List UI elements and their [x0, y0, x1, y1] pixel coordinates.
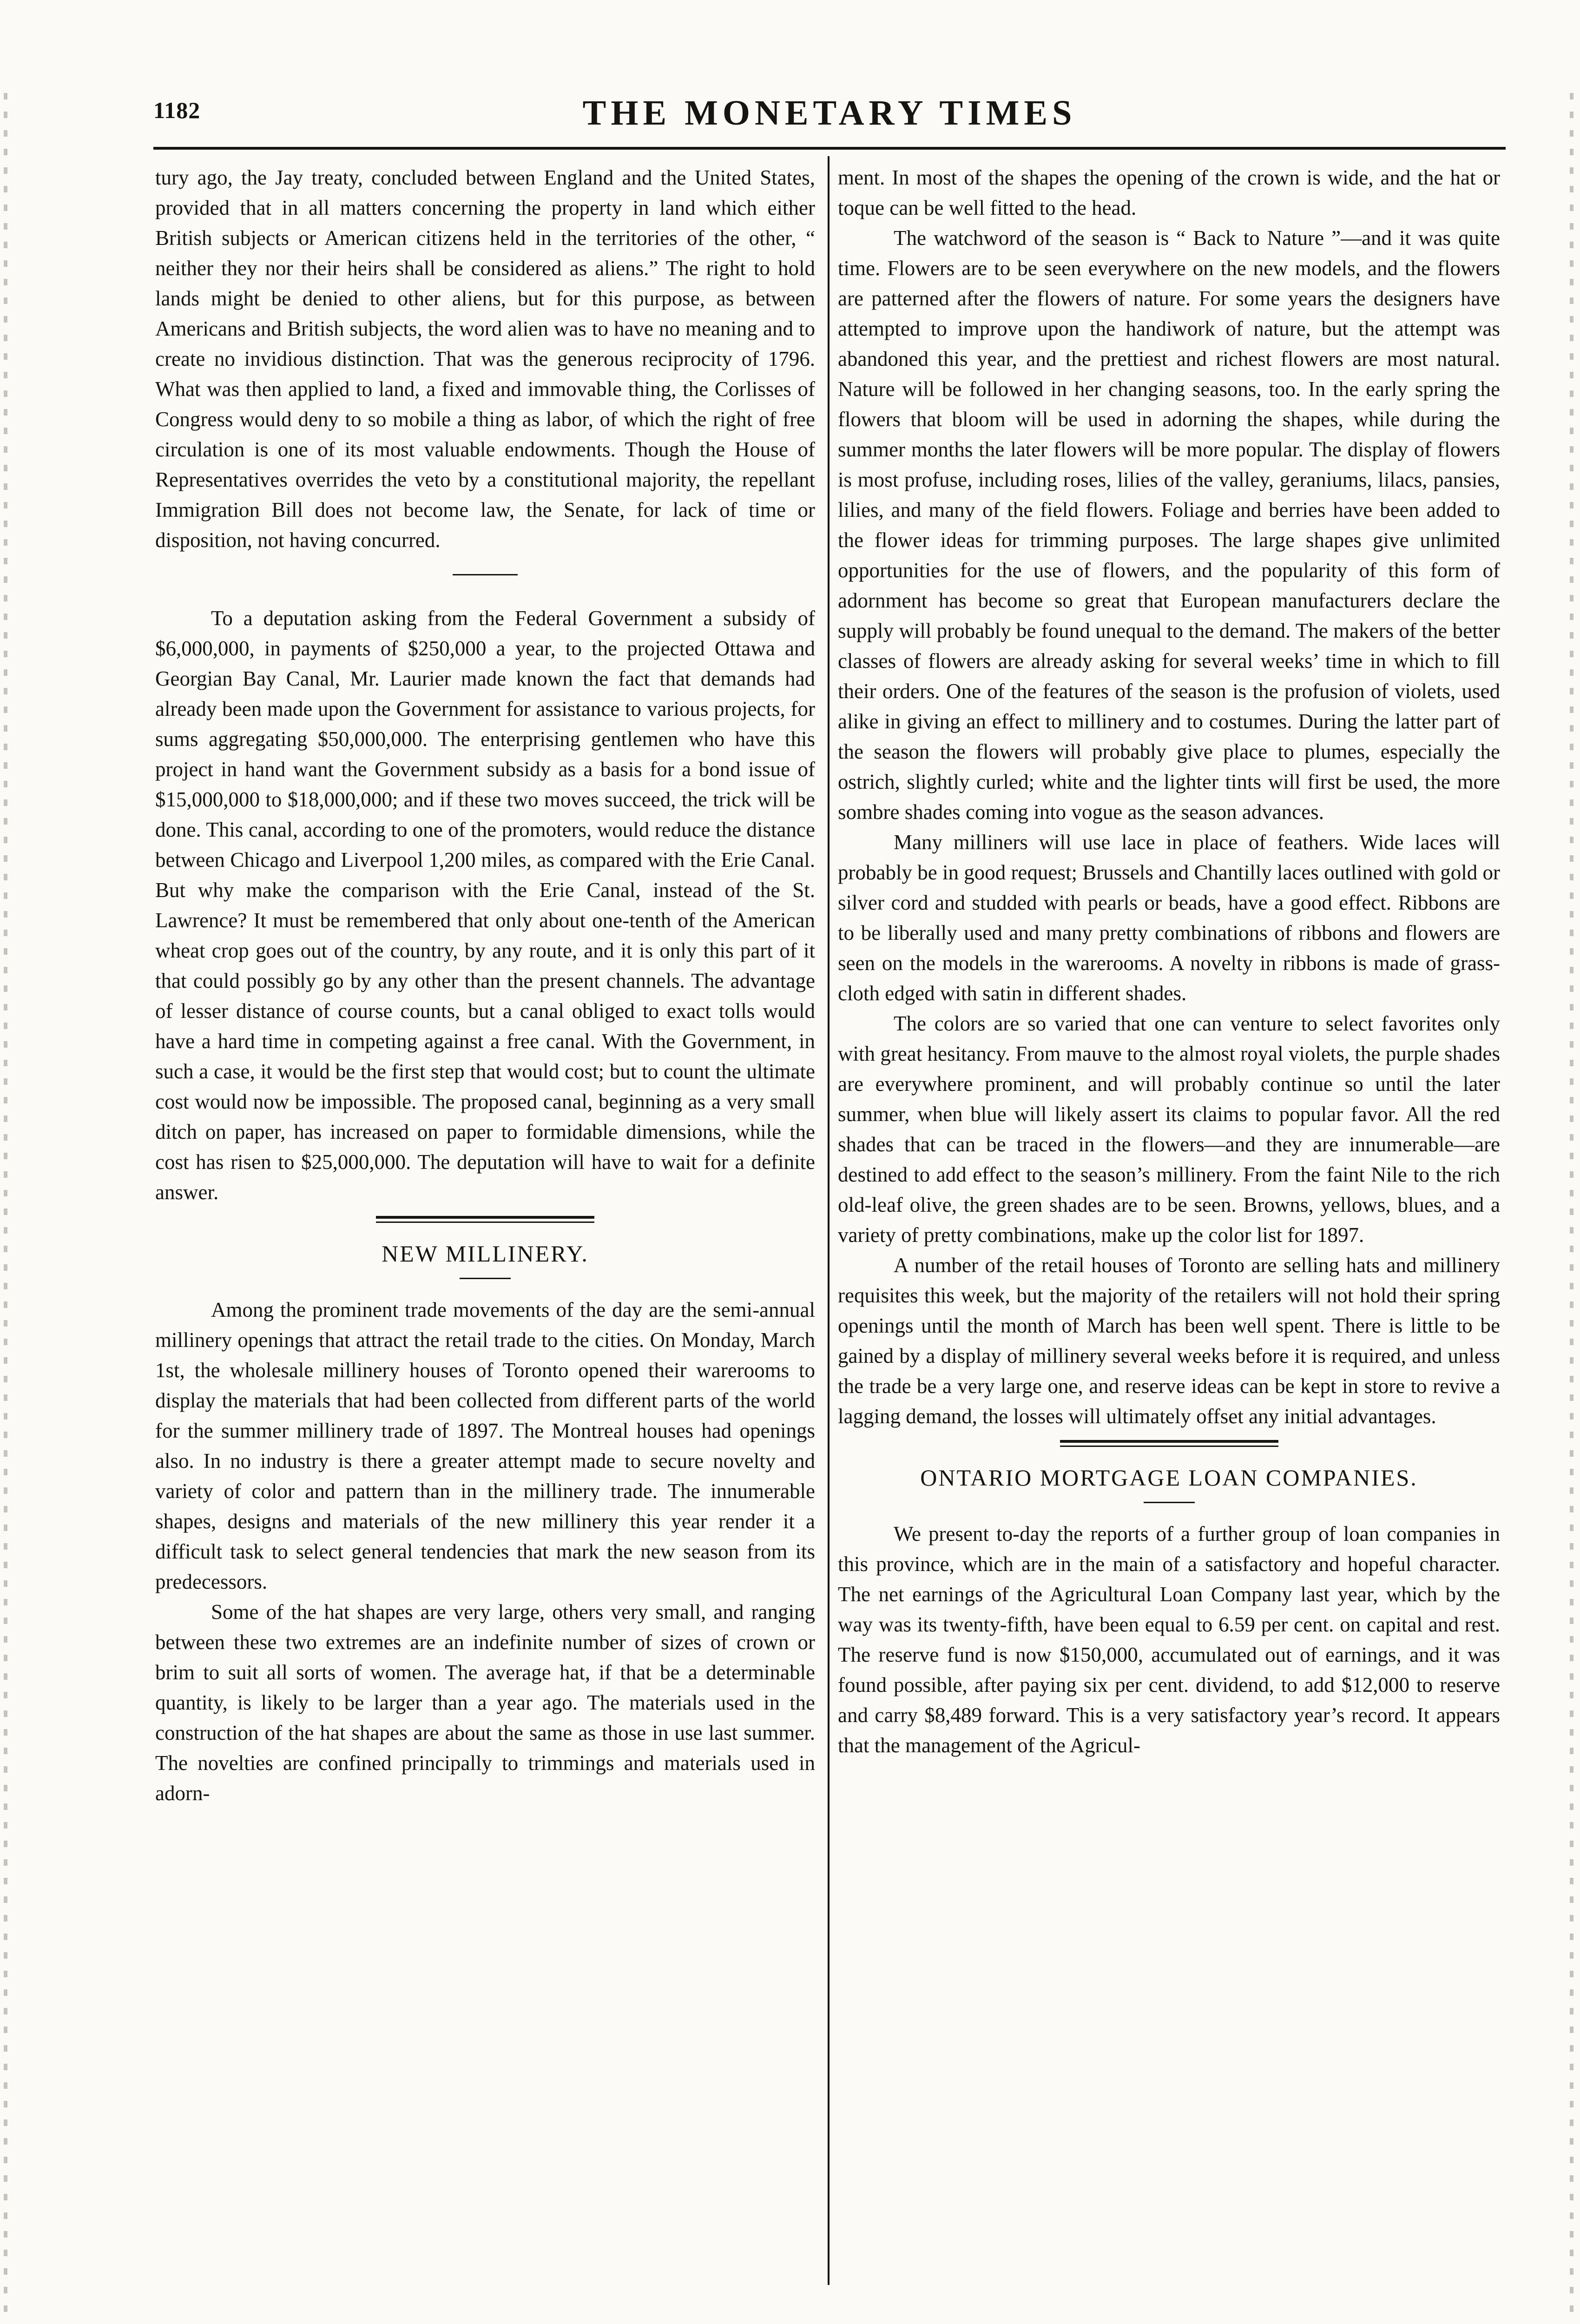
- article-paragraph: Many milliners will use lace in place of feathers. Wide laces will probably be in good request; Brussels and Chantilly laces outlined with gold or silver cord and studded with pearls or beads, have a good effect. Ribbons are to be liberally used and many pretty combinations of ribbons and flowers are seen on the models in the warerooms. A novelty in ribbons is made of grass-cloth edged with satin in different shades.: [838, 831, 1500, 1005]
- heading-underline: [1144, 1502, 1195, 1503]
- section-heading-new-millinery: NEW MILLINERY.: [382, 1241, 589, 1267]
- section-double-rule: [1060, 1440, 1278, 1447]
- article-paragraph: The watchword of the season is “ Back to Nature ”—and it was quite time. Flowers are to be seen everywhere on the new models, and the flowers are patterned after the flowers of nature. For some years the designers have attempted to improve upon the handiwork of nature, but the attempt was abandoned this year, and the prettiest and richest flowers are most natural. Nature will be followed in her changing seasons, too. In the early spring the flowers that bloom will be used in adorning the shapes, while during the summer months the later flowers will be more popular. The display of flowers is most profuse, including roses, lilies of the valley, geraniums, lilacs, pansies, lilies, and many of the field flowers. Foliage and berries have been added to the flower ideas for trimming purposes. The large shapes give unlimited opportunities for the use of flowers, and the popularity of this form of adornment has become so great that European manufacturers declare the supply will probably be found unequal to the demand. The makers of the better classes of flowers are already asking for several weeks’ time in which to fill their orders. One of the features of the season is the profusion of violets, used alike in giving an effect to millinery and to costumes. During the latter part of the season the flowers will probably give place to plumes, especially the ostrich, slightly curled; white and the lighter tints will first be used, the more sombre shades coming into vogue as the season advances.: [838, 226, 1500, 824]
- right-column: [838, 163, 1500, 1761]
- right-page-edge: [1570, 93, 1573, 2324]
- left-page-edge: [4, 93, 7, 2324]
- heading-underline: [460, 1278, 511, 1279]
- article-paragraph: The colors are so varied that one can venture to select favorites only with great hesitancy. From mauve to the almost royal violets, the purple shades are everywhere prominent, and will probably continue so until the later summer, when blue will likely assert its claims to popular favor. All the red shades that can be traced in the flowers—and they are innumerable—are destined to add effect to the season’s millinery. From the faint Nile to the rich old-leaf olive, the green shades are to be seen. Browns, yellows, blues, and a variety of pretty combinations, make up the color list for 1897.: [838, 1012, 1500, 1247]
- article-paragraph: ment. In most of the shapes the opening of the crown is wide, and the hat or toque can be well fitted to the head.: [838, 166, 1500, 219]
- article-paragraph: Some of the hat shapes are very large, others very small, and ranging between these two extremes are an indefinite number of sizes of crown or brim to suit all sorts of women. The average hat, if that be a determinable quantity, is likely to be larger than a year ago. The materials used in the construction of the hat shapes are about the same as those in use last summer. The novelties are confined principally to trimmings and materials used in adorn-: [155, 1600, 815, 1805]
- section-heading-ontario-mortgage: ONTARIO MORTGAGE LOAN COMPANIES.: [920, 1465, 1418, 1491]
- article-paragraph: tury ago, the Jay treaty, concluded between England and the United States, provided that in all matters concerning the property in land which either British subjects or American citizens held in the territories of the other, “ neither they nor their heirs shall be considered as aliens.” The right to hold lands might be denied to other aliens, but for this purpose, as between Americans and British subjects, the word alien was to have no meaning and to create no invidious distinction. That was the generous reciprocity of 1796. What was then applied to land, a fixed and immovable thing, the Corlisses of Congress would deny to so mobile a thing as labor, of which the right of free circulation is one of its most valuable endowments. Though the House of Representatives overrides the veto by a constitutional majority, the repellant Immigration Bill does not become law, the Senate, for lack of time or disposition, not having concurred.: [155, 166, 815, 552]
- section-separator: [453, 574, 518, 575]
- page-number: 1182: [153, 97, 201, 123]
- page-header: [153, 93, 1506, 144]
- section-double-rule: [376, 1216, 594, 1223]
- left-column: [155, 163, 815, 1809]
- column-divider: [828, 156, 830, 2285]
- article-paragraph: A number of the retail houses of Toronto are selling hats and millinery requisites this week, but the majority of the retailers will not hold their spring openings until the month of March has been well spent. There is little to be gained by a display of millinery several weeks before it is required, and unless the trade be a very large one, and reserve ideas can be kept in store to revive a lagging demand, the losses will ultimately offset any initial advantages.: [838, 1254, 1500, 1428]
- article-paragraph: We present to-day the reports of a further group of loan companies in this province, which are in the main of a satisfactory and hopeful character. The net earnings of the Agricultural Loan Company last year, which by the way was its twenty-fifth, have been equal to 6.59 per cent. on capital and rest. The reserve fund is now $150,000, accumulated out of earnings, and it was found possible, after paying six per cent. dividend, to add $12,000 to reserve and carry $8,489 forward. This is a very satisfactory year’s record. It appears that the management of the Agricul-: [838, 1522, 1500, 1757]
- masthead-title: THE MONETARY TIMES: [582, 93, 1077, 132]
- article-paragraph: Among the prominent trade movements of the day are the semi-annual millinery openings that attract the retail trade to the cities. On Monday, March 1st, the wholesale millinery houses of Toronto opened their warerooms to display the materials that had been collected from different parts of the world for the summer millinery trade of 1897. The Montreal houses had openings also. In no industry is there a greater attempt made to secure novelty and variety of color and pattern than in the millinery trade. The innumerable shapes, designs and materials of the new millinery this year render it a difficult task to select general tendencies that mark the new season from its predecessors.: [155, 1298, 815, 1593]
- header-rule: [153, 147, 1506, 150]
- article-paragraph: To a deputation asking from the Federal Government a subsidy of $6,000,000, in payments of $250,000 a year, to the projected Ottawa and Georgian Bay Canal, Mr. Laurier made known the fact that demands had already been made upon the Government for assistance to various projects, for sums aggregating $50,000,000. The enterprising gentlemen who have this project in hand want the Government subsidy as a basis for a bond issue of $15,000,000 to $18,000,000; and if these two moves succeed, the trick will be done. This canal, according to one of the promoters, would reduce the distance between Chicago and Liverpool 1,200 miles, as compared with the Erie Canal. But why make the comparison with the Erie Canal, instead of the St. Lawrence? It must be remembered that only about one-tenth of the American wheat crop goes out of the country, by any route, and it is only this part of it that could possibly go by any other than the present channels. The advantage of lesser distance of course counts, but a canal obliged to exact tolls would have a hard time in competing against a free canal. With the Government, in such a case, it would be the first step that would cost; but to count the ultimate cost would now be impossible. The proposed canal, beginning as a very small ditch on paper, has increased on paper to formidable dimensions, while the cost has risen to $25,000,000. The deputation will have to wait for a definite answer.: [155, 607, 815, 1204]
